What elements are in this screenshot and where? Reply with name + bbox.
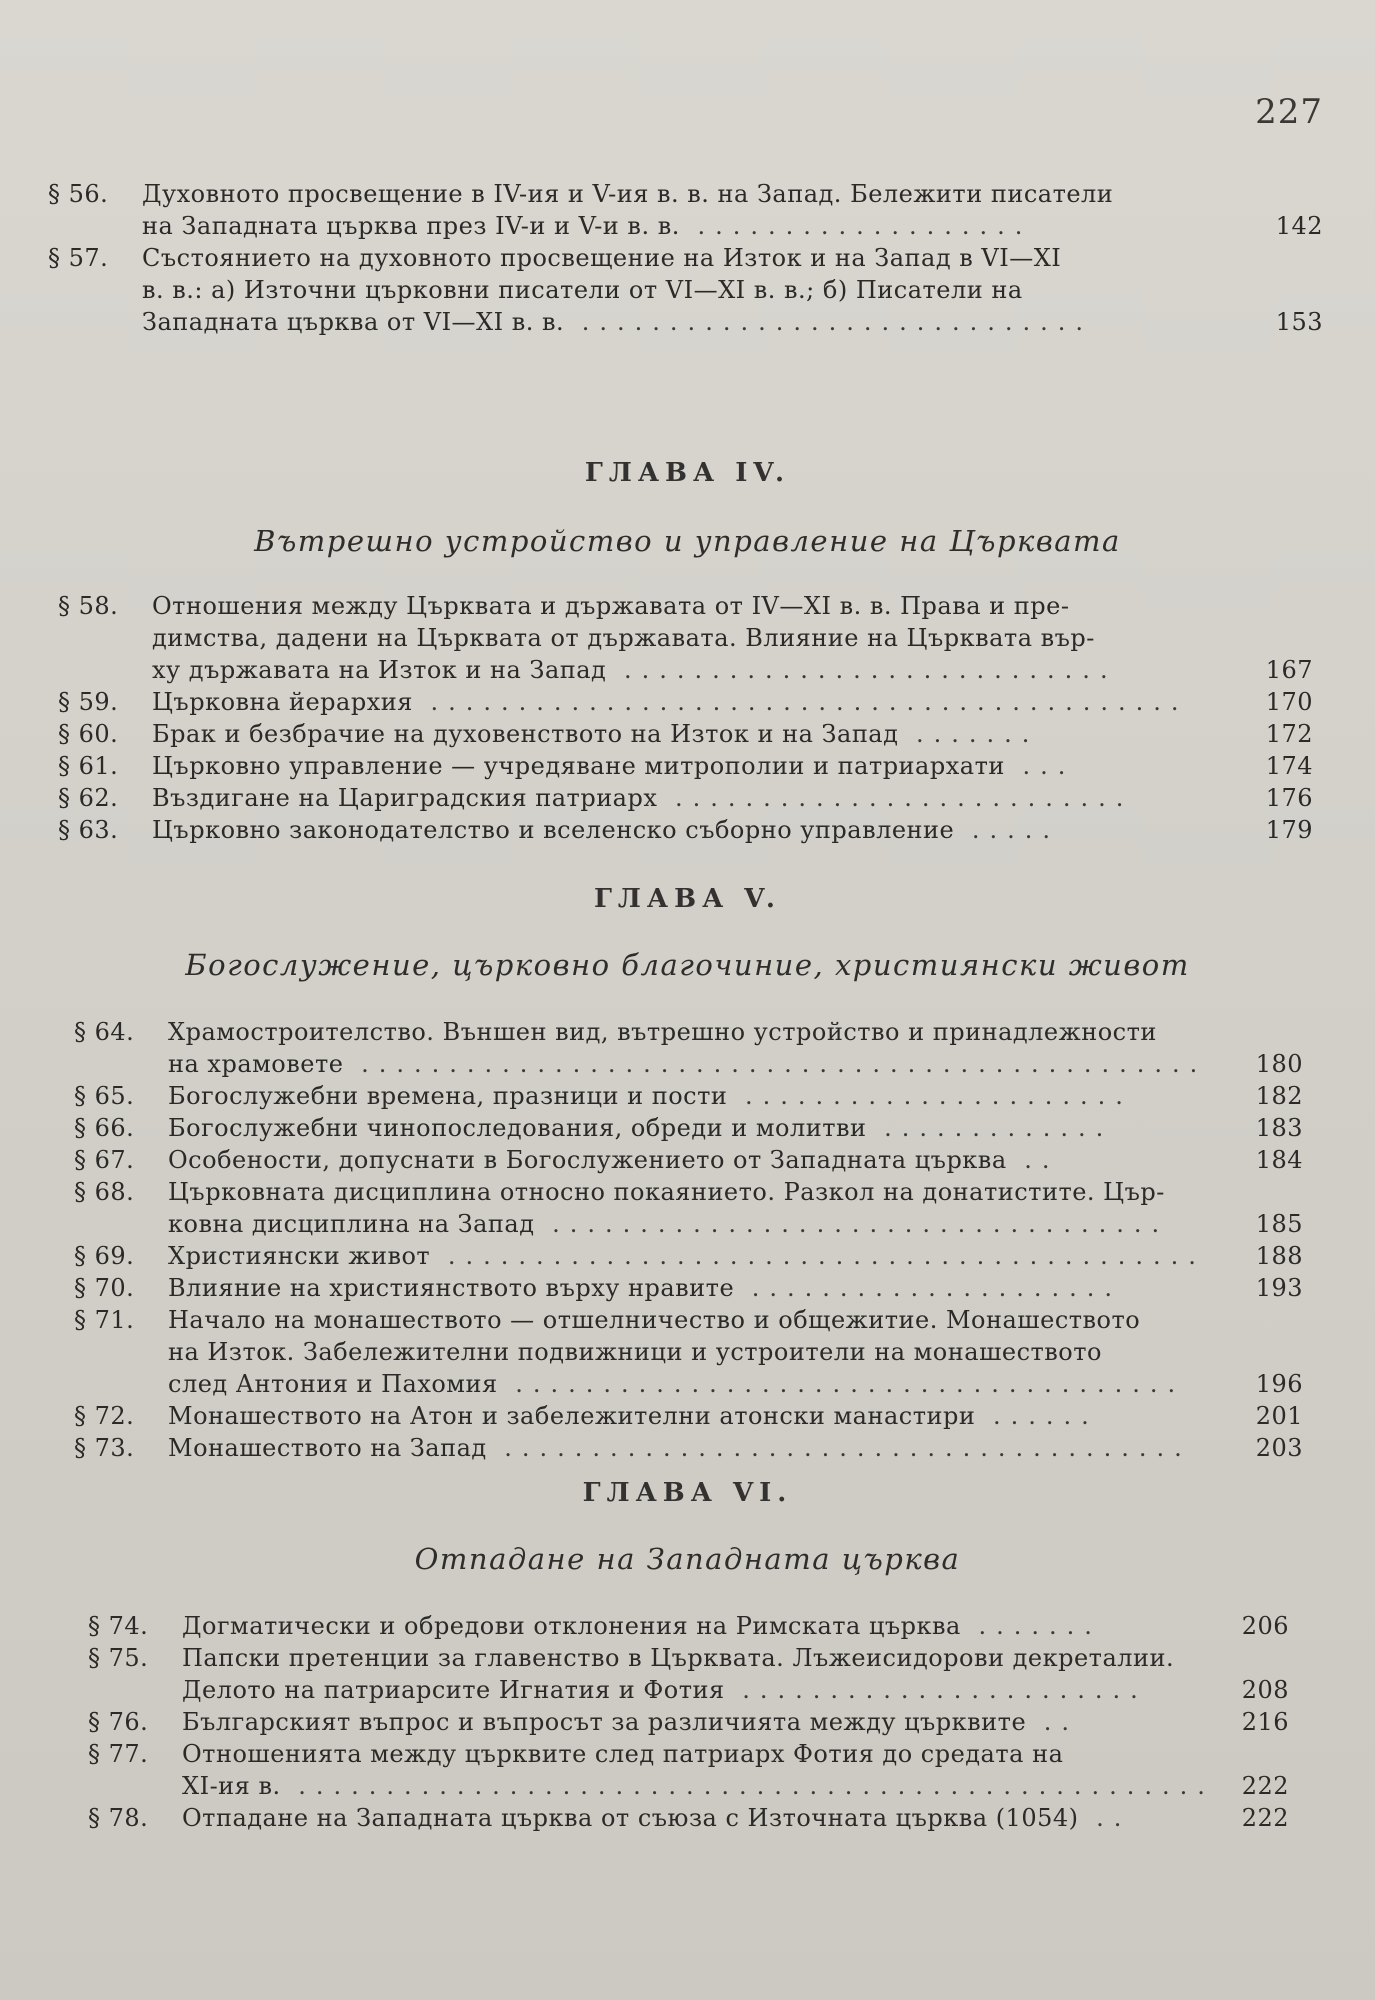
section-number: § 75. [88, 1644, 149, 1672]
toc-entry [58, 686, 1313, 718]
chapter-title: Богослужение, църковно благочиние, християнски живот [185, 948, 1190, 982]
leader-dots: ............................. [564, 308, 1094, 336]
section-title [182, 1642, 1219, 1706]
section-title [182, 1802, 1219, 1834]
section-title-line: на храмовете ................................................ [168, 1050, 1208, 1078]
section-title-line: Отношенията между църквите след патриарх Фотия до средата на [182, 1740, 1064, 1768]
toc-entry [74, 1144, 1303, 1176]
toc-entry [74, 1112, 1303, 1144]
toc-entry [74, 1176, 1303, 1240]
section-title-line: Църковна йерархия ........................................... [152, 688, 1189, 716]
page-reference: 153 [1275, 308, 1323, 336]
toc-entry [58, 750, 1313, 782]
leader-dots: .. [1006, 1146, 1060, 1174]
section-title [182, 1738, 1219, 1802]
section-title-line: Църковно управление — учредяване митрополии и патриархати ... [152, 752, 1076, 780]
section-title-line: Западната църква от VI—XI в. в. ............................. [142, 308, 1094, 336]
section-title-line: Богослужебни чинопоследования, обреди и молитви ............. [168, 1114, 1114, 1142]
section-title [142, 242, 1253, 338]
section-number: § 68. [74, 1178, 135, 1206]
section-title [152, 590, 1243, 686]
section-title-line: Начало на монашеството — отшелничество и общежитие. Монашеството [168, 1306, 1141, 1334]
page-reference: 206 [1241, 1612, 1289, 1640]
toc-entry [74, 1304, 1303, 1400]
page-reference: 142 [1275, 212, 1323, 240]
toc-entry [74, 1400, 1303, 1432]
page-reference: 176 [1265, 784, 1313, 812]
leader-dots: .. [1026, 1708, 1080, 1736]
section-title-line: Монашеството на Атон и забележителни атонски манастири ...... [168, 1402, 1099, 1430]
section-number: § 66. [74, 1114, 135, 1142]
section-number: § 62. [58, 784, 119, 812]
section-title-line: Отношения между Църквата и държавата от IV—XI в. в. Права и пре- [152, 592, 1070, 620]
section-number: § 71. [74, 1306, 135, 1334]
section-title [168, 1112, 1233, 1144]
toc-entry [58, 718, 1313, 750]
leader-dots: ... [1004, 752, 1076, 780]
section-title [182, 1706, 1219, 1738]
toc-entry [58, 590, 1313, 686]
chapter-heading: ГЛАВА V. [593, 884, 781, 914]
page-reference: 183 [1255, 1114, 1303, 1142]
section-number: § 60. [58, 720, 119, 748]
section-number: § 58. [58, 592, 119, 620]
section-number: § 77. [88, 1740, 149, 1768]
section-title-line: Църковната дисциплина относно покаянието. Разкол на донатистите. Цър- [168, 1178, 1165, 1206]
section-number: § 64. [74, 1018, 135, 1046]
section-title [152, 782, 1243, 814]
leader-dots: ............................ [606, 656, 1118, 684]
page-reference: 216 [1241, 1708, 1289, 1736]
page-reference: 172 [1265, 720, 1313, 748]
toc-section-chapter-4 [58, 590, 1313, 846]
section-title-line: димства, дадени на Църквата от държавата. Влияние на Църквата вър- [152, 624, 1095, 652]
section-title-line: ковна дисциплина на Запад ................................... [168, 1210, 1170, 1238]
chapter-heading: ГЛАВА IV. [584, 458, 791, 488]
section-title-line: Папски претенции за главенство в Църквата. Лъжеисидорови декреталии. [182, 1644, 1175, 1672]
section-number: § 72. [74, 1402, 135, 1430]
page-reference: 184 [1255, 1146, 1303, 1174]
toc-entry [74, 1432, 1303, 1464]
section-title-line: Църковно законодателство и вселенско съборно управление ..... [152, 816, 1061, 844]
section-title-line: ху държавата на Изток и на Запад ............................ [152, 656, 1118, 684]
section-title [152, 814, 1243, 846]
toc-entry [74, 1272, 1303, 1304]
section-title-line: Храмостроителство. Външен вид, вътрешно устройство и принадлежности [168, 1018, 1157, 1046]
leader-dots: ...................................... [497, 1370, 1186, 1398]
page-number: 227 [1255, 92, 1323, 132]
leader-dots: ............. [866, 1114, 1114, 1142]
page-reference: 222 [1241, 1772, 1289, 1800]
section-title-line: Особености, допуснати в Богослужението от Западната църква .. [168, 1146, 1060, 1174]
page-reference: 179 [1265, 816, 1313, 844]
leader-dots: ..................... [734, 1274, 1122, 1302]
leader-dots: ...................... [727, 1082, 1133, 1110]
page-reference: 170 [1265, 688, 1313, 716]
leader-dots: ....................................... [486, 1434, 1192, 1462]
section-title-line: Брак и безбрачие на духовенството на Изток и на Запад ....... [152, 720, 1040, 748]
section-number: § 59. [58, 688, 119, 716]
toc-entry [88, 1706, 1289, 1738]
section-number: § 74. [88, 1612, 149, 1640]
section-title-line: Въздигане на Цариградския патриарх .......................... [152, 784, 1134, 812]
section-title-line: след Антония и Пахомия ...................................... [168, 1370, 1186, 1398]
section-title-line: Отпадане на Западната църква от съюза с Източната църква (1054) .. [182, 1804, 1132, 1832]
section-title-line: на Западната църква през IV-и и V-и в. в. ................... [142, 212, 1033, 240]
page-reference: 174 [1265, 752, 1313, 780]
section-number: § 65. [74, 1082, 135, 1110]
section-title-line: Монашеството на Запад ....................................... [168, 1434, 1192, 1462]
section-number: § 78. [88, 1804, 149, 1832]
leader-dots: ................................................ [343, 1050, 1208, 1078]
section-title-line: Духовното просвещение в IV-ия и V-ия в. в. на Запад. Бележити писатели [142, 180, 1114, 208]
page-reference: 180 [1255, 1050, 1303, 1078]
chapter-title: Вътрешно устройство и управление на Църквата [254, 524, 1121, 558]
leader-dots: ................... [679, 212, 1033, 240]
section-title [152, 718, 1243, 750]
leader-dots: ..... [954, 816, 1061, 844]
toc-entry [58, 814, 1313, 846]
page-reference: 201 [1255, 1402, 1303, 1430]
page-reference: 188 [1255, 1242, 1303, 1270]
page-reference: 182 [1255, 1082, 1303, 1110]
section-title [152, 750, 1243, 782]
toc-section-chapter-5 [74, 1016, 1303, 1464]
section-number: § 67. [74, 1146, 135, 1174]
section-title [182, 1610, 1219, 1642]
section-title [168, 1176, 1233, 1240]
section-title-line: Българският въпрос и въпросът за различията между църквите .. [182, 1708, 1080, 1736]
section-title [168, 1144, 1233, 1176]
section-title-line: Богослужебни времена, празници и пости ...................... [168, 1082, 1133, 1110]
section-number: § 56. [48, 180, 109, 208]
toc-entry [74, 1240, 1303, 1272]
page-reference: 203 [1255, 1434, 1303, 1462]
section-title [168, 1272, 1233, 1304]
leader-dots: ....................... [724, 1676, 1148, 1704]
section-title-line: на Изток. Забележителни подвижници и устроители на монашеството [168, 1338, 1102, 1366]
section-title-line: Делото на патриарсите Игнатия и Фотия ....................... [182, 1676, 1148, 1704]
page-reference: 185 [1255, 1210, 1303, 1238]
toc-entry [88, 1738, 1289, 1802]
section-title [152, 686, 1243, 718]
section-title-line: XI-ия в. .................................................... [182, 1772, 1215, 1800]
leader-dots: ........................................... [412, 688, 1189, 716]
toc-entry [58, 782, 1313, 814]
section-title [168, 1080, 1233, 1112]
section-title-line: Влияние на християнството върху нравите ..................... [168, 1274, 1122, 1302]
toc-entry [88, 1642, 1289, 1706]
toc-entry [74, 1016, 1303, 1080]
page-reference: 222 [1241, 1804, 1289, 1832]
toc-entry [74, 1080, 1303, 1112]
chapter-heading: ГЛАВА VI. [582, 1478, 793, 1508]
toc-entry [48, 178, 1323, 242]
section-title-line: Догматически и обредови отклонения на Римската църква ....... [182, 1612, 1102, 1640]
leader-dots: ................................... [534, 1210, 1170, 1238]
section-title-line: Състоянието на духовното просвещение на Изток и на Запад в VI—XI [142, 244, 1062, 272]
section-number: § 73. [74, 1434, 135, 1462]
page-reference: 196 [1255, 1370, 1303, 1398]
section-title-line: в. в.: а) Източни църковни писатели от VI—XI в. в.; б) Писатели на [142, 276, 1023, 304]
leader-dots: ...... [975, 1402, 1099, 1430]
section-number: § 61. [58, 752, 119, 780]
section-title-line: Християнски живот ........................................... [168, 1242, 1206, 1270]
section-number: § 76. [88, 1708, 149, 1736]
leader-dots: .................................................... [280, 1772, 1215, 1800]
section-title [168, 1016, 1233, 1080]
section-title [168, 1240, 1233, 1272]
toc-entry [88, 1802, 1289, 1834]
section-title [168, 1432, 1233, 1464]
section-number: § 63. [58, 816, 119, 844]
toc-section-chapter-6 [88, 1610, 1289, 1834]
page-reference: 208 [1241, 1676, 1289, 1704]
toc-section-continuation [48, 178, 1323, 338]
section-title [168, 1400, 1233, 1432]
leader-dots: ........................................... [430, 1242, 1206, 1270]
page-reference: 193 [1255, 1274, 1303, 1302]
leader-dots: ....... [960, 1612, 1102, 1640]
section-title [168, 1304, 1233, 1400]
leader-dots: ....... [898, 720, 1040, 748]
toc-entry [48, 242, 1323, 338]
toc-entry [88, 1610, 1289, 1642]
section-title [142, 178, 1253, 242]
leader-dots: .. [1078, 1804, 1132, 1832]
page-reference: 167 [1265, 656, 1313, 684]
leader-dots: .......................... [657, 784, 1134, 812]
section-number: § 69. [74, 1242, 135, 1270]
section-number: § 70. [74, 1274, 135, 1302]
chapter-title: Отпадане на Западната църква [414, 1542, 961, 1576]
section-number: § 57. [48, 244, 109, 272]
